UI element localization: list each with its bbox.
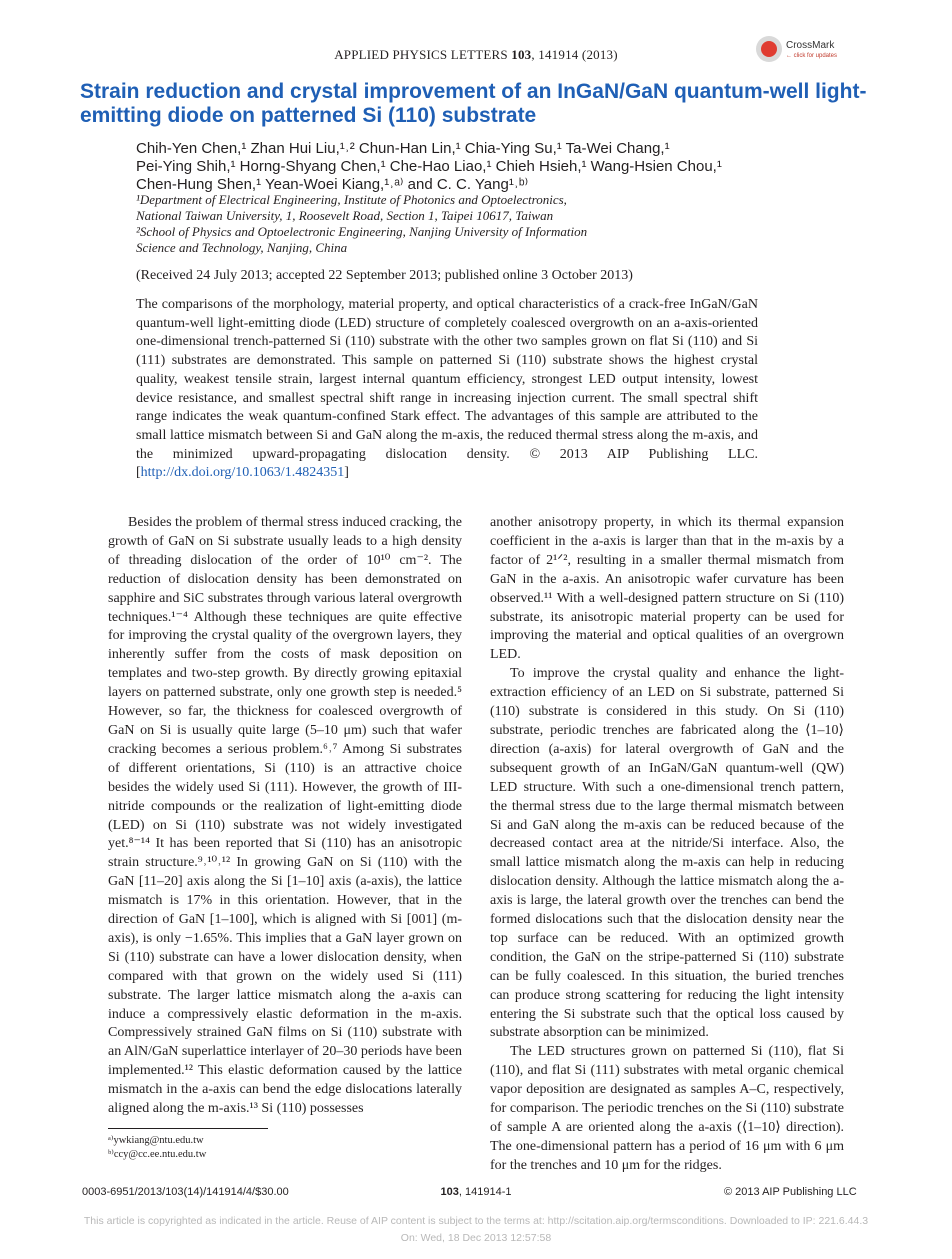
affiliation-line: ²School of Physics and Optoelectronic Engineering, Nanjing University of Information — [136, 224, 588, 239]
footer-page: , 141914-1 — [458, 1186, 512, 1198]
download-notice-line: This article is copyrighted as indicated in the article. Reuse of AIP content is subject to the terms at: http://scitation.aip.org/termsconditions. Downloaded to IP: 221.6.44.3 — [83, 1215, 869, 1227]
crossmark-label: CrossMark — [786, 40, 835, 51]
abstract-close: ] — [344, 465, 349, 481]
affiliations — [136, 192, 876, 256]
body-paragraph: another anisotropy property, in which its thermal expansion coefficient in the a-axis is larger than that in the m-axis by a factor of 2¹ᐟ², resulting in a smaller thermal mismatch from GaN in the a-axis. An anisotropic wafer curvature has been observed.¹¹ With a well-designed pattern structure on Si (110) substrate, its anisotropic material property can be used for improving the material and optical qualities of an overgrown LED. — [490, 515, 844, 663]
footnote-email[interactable]: ᵇ⁾ccy@cc.ee.ntu.edu.tw — [108, 1149, 207, 1160]
affiliation-line: National Taiwan University, 1, Roosevelt Road, Section 1, Taipei 10617, Taiwan — [136, 208, 554, 223]
journal-name: APPLIED PHYSICS LETTERS — [334, 47, 508, 62]
left-column — [108, 514, 462, 1119]
body-paragraph: To improve the crystal quality and enhance the light-extraction efficiency of an LED on Si substrate, patterned Si (110) substrate is considered in this study. On Si (110) substrate, periodic trenches are fabricated along the ⟨1–10⟩ direction (a-axis) for lateral overgrowth of GaN and the subsequent growth of an InGaN/GaN quantum-well (QW) LED structure. With such a one-dimensional trench pattern, the thermal stress due to the large thermal mismatch between Si and GaN along the m-axis can be reduced because of the decreased contact area at the nitride/Si interface. Also, the small lattice mismatch along the m-axis can help in reducing dislocation density. Although the lattice mismatch along the a-axis is large, the lateral growth over the trenches can bend the formed dislocations such that the dislocation density near the top surface can be reduced. With an optimized growth condition, the GaN on the stripe-patterned Si (110) substrate can be fully coalesced. In this situation, the buried trenches can produce strong scattering for reducing the light intensity entering the Si substrate such that the optical loss caused by substrate absorption can be minimized. — [490, 666, 844, 1041]
received-dates: (Received 24 July 2013; accepted 22 September 2013; published online 3 October 2013) — [136, 268, 633, 283]
journal-volume: 103 — [511, 47, 532, 62]
footer-issn: 0003-6951/2013/103(14)/141914/4/$30.00 — [82, 1186, 289, 1198]
body-paragraph: The LED structures grown on patterned Si (110), flat Si (110), and flat Si (111) substrates with metal organic chemical vapor deposition are designated as samples A–C, respectively, for comparison. The periodic trenches on the Si (110) substrate of sample A are oriented along the a-axis (⟨1–10⟩ direction). The one-dimensional pattern has a period of 16 μm with 6 μm for the trenches and 10 μm for the ridges. — [490, 1044, 844, 1173]
download-notice-line: On: Wed, 18 Dec 2013 12:57:58 — [400, 1232, 552, 1244]
article-title: Strain reduction and crystal improvement of an InGaN/GaN quantum-well light-emitting diode on patterned Si (110) substrate — [80, 80, 867, 127]
crossmark-sublabel: ← click for updates — [786, 53, 838, 59]
author-line: Chen-Hung Shen,¹ Yean-Woei Kiang,¹˒ᵃ⁾ and C. C. Yang¹˒ᵇ⁾ — [136, 176, 529, 193]
body-paragraph: Besides the problem of thermal stress induced cracking, the growth of GaN on Si substrate usually leads to a high density of threading dislocation of the order of 10¹⁰ cm⁻². The reduction of dislocation density has been demonstrated on sapphire and SiC substrates through various lateral overgrowth techniques.¹⁻⁴ Although these techniques are quite effective for improving the crystal quality of the overgrown layers, they inherently suffer from the costs of mask deposition on templates and two-step growth. By directly growing epitaxial layers on patterned substrate, only one growth step is needed.⁵ However, so far, the thickness for coalesced overgrowth of GaN on Si is usually quite large (5–10 μm) such that wafer cracking becomes a serious problem.⁶˒⁷ Among Si substrates of different orientations, Si (110) is an attractive choice besides the widely used Si (111). However, the growth of III-nitride compounds or the realization of light-emitting diode (LED) on Si (110) substrate was not widely investigated yet.⁸⁻¹⁴ It has been reported that Si (110) has an anisotropic strain structure.⁹˒¹⁰˒¹² In growing GaN on Si (110) with the GaN [11–20] axis along the Si [1–10] axis (a-axis), the lattice mismatch is 17% in this orientation. However, that in the direction of GaN [1–100], which is aligned with Si [001] (m-axis), is only −1.65%. This implies that a GaN layer grown on Si (110) substrate can have a lower dislocation density, when compared with that grown on the widely used Si (111) substrate. The larger lattice mismatch along the a-axis can induce a compressively elastic deformation in the m-axis. Compressively strained GaN films on Si (110) substrate with an AlN/GaN superlattice interlayer of 20–30 periods have been implemented.¹² This elastic deformation caused by the lattice mismatch in the a-axis can bend the edge dislocations laterally aligned along the m-axis.¹³ Si (110) possesses — [108, 515, 462, 1117]
author-list — [136, 140, 876, 194]
footnote-divider — [108, 1128, 268, 1129]
author-line: Chih-Yen Chen,¹ Zhan Hui Liu,¹˒² Chun-Han Lin,¹ Chia-Ying Su,¹ Ta-Wei Chang,¹ — [136, 140, 670, 157]
crossmark-badge[interactable] — [756, 36, 846, 68]
journal-pages: , 141914 (2013) — [531, 47, 618, 62]
affiliation-line: ¹Department of Electrical Engineering, Institute of Photonics and Optoelectronics, — [136, 192, 567, 207]
footer-copyright: © 2013 AIP Publishing LLC — [724, 1186, 857, 1198]
doi-link[interactable]: http://dx.doi.org/10.1063/1.4824351 — [140, 465, 345, 481]
author-line: Pei-Ying Shih,¹ Horng-Shyang Chen,¹ Che-Hao Liao,¹ Chieh Hsieh,¹ Wang-Hsien Chou,¹ — [136, 158, 722, 175]
footer-volume: 103 — [440, 1186, 459, 1198]
footnotes — [108, 1134, 206, 1162]
right-column — [490, 514, 844, 1176]
download-notice — [0, 1213, 952, 1247]
abstract-text: The comparisons of the morphology, material property, and optical characteristics of a crack-free InGaN/GaN quantum-well light-emitting diode (LED) structure of completely coalesced overgrowth on an a-axis-oriented one-dimensional trench-patterned Si (110) substrate with the other two samples grown on flat Si (110) and Si (111) substrates are demonstrated. This sample on patterned Si (110) substrate shows the highest crystal quality, weakest tensile strain, largest internal quantum efficiency, strongest LED output intensity, lowest device resistance, and smallest spectral shift range in increasing injection current. The small spectral shift range indicates the weak quantum-confined Stark effect. The advantages of this sample are attributed to the small lattice mismatch between Si and GaN along the m-axis, the reduced thermal stress along the m-axis, and the minimized upward-propagating dislocation density. © 2013 AIP Publishing LLC. [ — [136, 297, 758, 481]
affiliation-line: Science and Technology, Nanjing, China — [136, 240, 348, 255]
crossmark-icon — [756, 36, 782, 62]
footnote-email[interactable]: ᵃ⁾ywkiang@ntu.edu.tw — [108, 1135, 204, 1146]
abstract — [136, 296, 758, 483]
